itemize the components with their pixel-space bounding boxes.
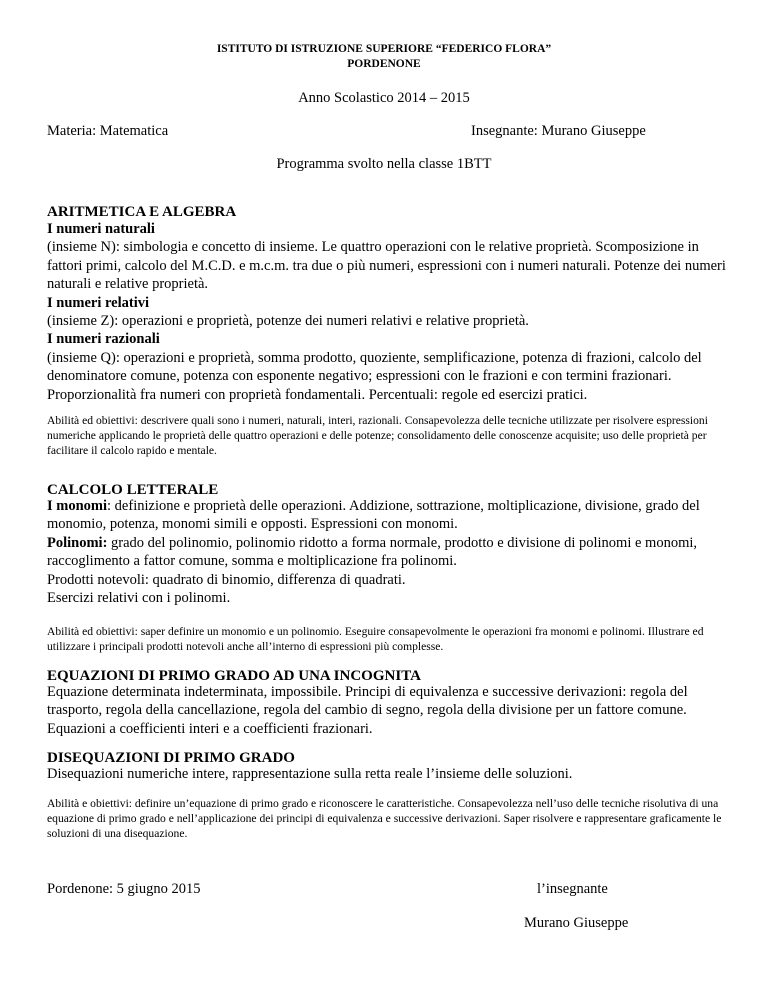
text-monomi: : definizione e proprietà delle operazioni. Addizione, sottrazione, moltiplicazione, divisione, grado del monomio, potenza, monomi simili e opposti. Espressioni con monomi.	[47, 498, 700, 533]
program-title: Programma svolto nella classe 1BTT	[276, 156, 492, 172]
paragraph-disequazioni: Disequazioni numeriche intere, rappresentazione sulla retta reale l’insieme delle soluzioni.	[47, 766, 573, 782]
subheading-razionali: I numeri razionali	[47, 331, 160, 348]
institute-name: ISTITUTO DI ISTRUZIONE SUPERIORE “FEDERICO FLORA”	[216, 43, 552, 55]
paragraph-razionali: (insieme Q): operazioni e proprietà, somma prodotto, quoziente, semplificazione, potenza di frazioni, calcolo del denominatore comune, potenza con esponente negativo; espressioni con le frazioni e con termini frazionari. Proporzionalità fra numeri con proprietà fondamentali. Percentuali: regole ed esercizi pratici.	[47, 349, 702, 403]
text-polinomi: grado del polinomio, polinomio ridotto a forma normale, prodotto e divisione di polinomi e monomi, raccoglimento a fattor comune, somma e moltiplicazione fra polinomi.	[47, 534, 698, 570]
city-name: PORDENONE	[347, 58, 421, 70]
section-calcolo-body	[47, 497, 737, 607]
abilita-aritmetica: Abilità ed obiettivi: descrivere quali sono i numeri, naturali, interi, razionali. Consapevolezza delle tecniche utilizzate per risolvere espressioni numeriche applicando le proprietà delle quattro operazioni e delle potenze; consolidamento delle conoscenze acquisite; uso delle proprietà per facilitare il calcolo rapido e mentale.	[47, 414, 708, 457]
section-title-calcolo: CALCOLO LETTERALE	[47, 482, 219, 498]
paragraph-prodotti: Prodotti notevoli: quadrato di binomio, differenza di quadrati.	[47, 571, 406, 588]
paragraph-naturali: (insieme N): simbologia e concetto di insieme. Le quattro operazioni con le relative proprietà. Scomposizione in fattori primi, calcolo del M.C.D. e m.c.m. tra due o più numeri, espressioni con i numeri naturali. Potenze dei numeri naturali e relative proprietà.	[47, 239, 726, 293]
school-year: Anno Scolastico 2014 – 2015	[298, 90, 470, 106]
subheading-naturali: I numeri naturali	[47, 221, 155, 237]
paragraph-equazioni: Equazione determinata indeterminata, impossibile. Principi di equivalenza e successive derivazioni: regola del trasporto, regola della cancellazione, regola del cambio di segno, regola della divisione per un fattore comune. Equazioni a coefficienti interi e a coefficienti frazionari.	[47, 684, 688, 737]
section-title-equazioni: EQUAZIONI DI PRIMO GRADO AD UNA INCOGNITA	[47, 668, 421, 684]
section-title-disequazioni: DISEQUAZIONI DI PRIMO GRADO	[47, 750, 295, 766]
paragraph-esercizi: Esercizi relativi con i polinomi.	[47, 590, 231, 607]
paragraph-polinomi	[47, 534, 737, 571]
signature-role: l’insegnante	[537, 881, 608, 897]
subheading-relativi: I numeri relativi	[47, 294, 150, 311]
teacher: Insegnante: Murano Giuseppe	[471, 123, 646, 139]
paragraph-monomi	[47, 497, 737, 534]
signature-name: Murano Giuseppe	[524, 915, 629, 931]
paragraph-relativi: (insieme Z): operazioni e proprietà, potenze dei numeri relativi e relative proprietà.	[47, 313, 529, 330]
abilita-calcolo: Abilità ed obiettivi: saper definire un monomio e un polinomio. Eseguire consapevolmente le operazioni fra monomi e polinomi. Illustrare ed utilizzare i principali prodotti notevoli anche all’interno di espressioni più complesse.	[47, 625, 704, 653]
place-date: Pordenone: 5 giugno 2015	[47, 881, 201, 897]
label-monomi: I monomi	[47, 498, 108, 514]
section-title-aritmetica: ARITMETICA E ALGEBRA	[47, 204, 237, 220]
subject: Materia: Matematica	[47, 123, 169, 139]
abilita-disequazioni: Abilità e obiettivi: definire un’equazione di primo grado e riconoscere le caratteristiche. Consapevolezza nell’uso delle tecniche risolutiva di una equazione di primo grado e nell’applicazione dei principi di equivalenza e successive derivazioni. Saper risolvere e rappresentare graficamente le soluzioni di una disequazione.	[47, 797, 722, 840]
section-aritmetica-body	[47, 220, 737, 404]
label-polinomi: Polinomi:	[47, 534, 108, 551]
